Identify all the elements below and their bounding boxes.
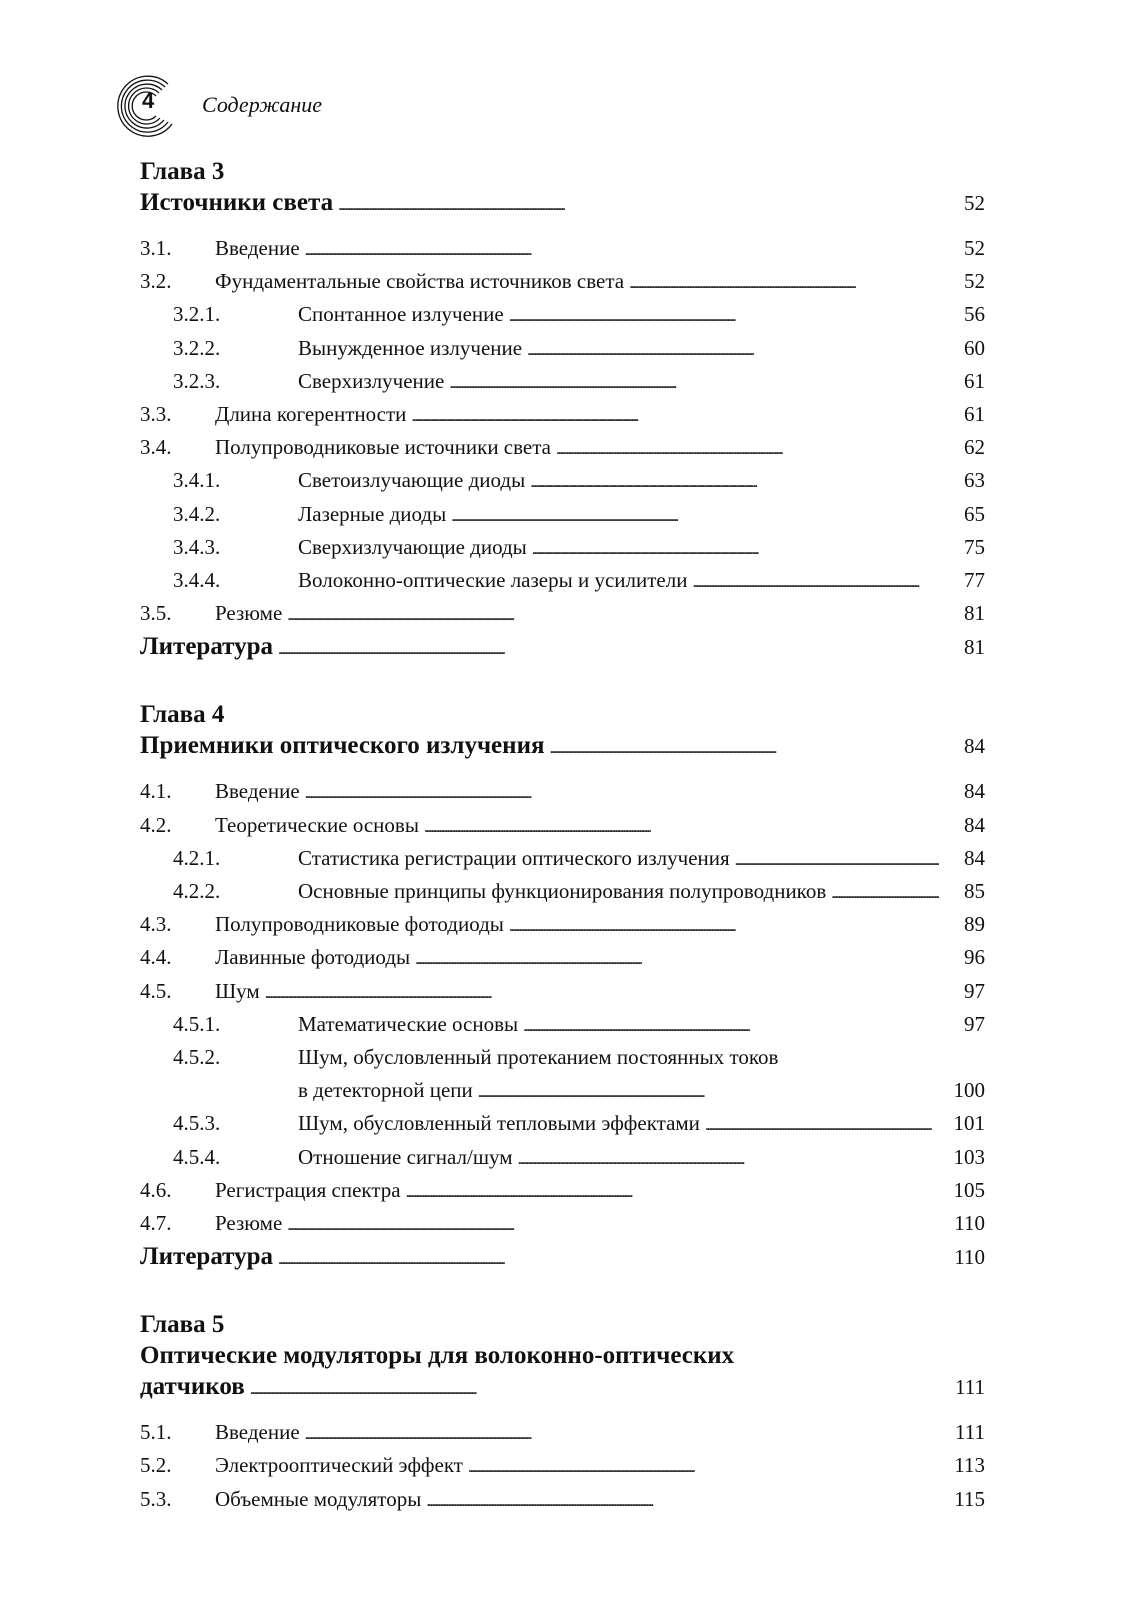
- chapter-label: Глава 4: [140, 701, 225, 729]
- table-of-contents: [140, 156, 985, 1517]
- entry-page: 85: [964, 879, 985, 904]
- entry-number: 3.4.1.: [173, 468, 221, 493]
- entry-title: Длина когерентности: [215, 402, 407, 427]
- dot-leader: [831, 876, 939, 909]
- dot-leader: [629, 266, 939, 299]
- spacer: [140, 764, 985, 776]
- dot-leader: [735, 843, 939, 876]
- entry-title: Лавинные фотодиоды: [215, 945, 411, 970]
- entry-title: Объемные модуляторы: [215, 1486, 422, 1511]
- entry-number: 3.4.2.: [173, 501, 221, 526]
- entry-title: Полупроводниковые источники света: [215, 435, 551, 460]
- dot-leader: [451, 499, 939, 532]
- entry-title: Шум: [215, 978, 260, 1003]
- entry-page: 115: [954, 1486, 985, 1511]
- entry-number: 4.5.4.: [173, 1144, 221, 1169]
- dot-leader: [278, 631, 939, 665]
- dot-leader: [527, 333, 939, 366]
- entry-number: 4.6.: [140, 1177, 172, 1202]
- dot-leader: [478, 1075, 939, 1108]
- dot-leader: [287, 1208, 939, 1241]
- dot-leader: [509, 299, 939, 332]
- entry-page: 89: [964, 912, 985, 937]
- spacer: [140, 221, 985, 233]
- toc-entry: [140, 366, 985, 399]
- chapter-page: 52: [964, 191, 985, 215]
- entry-title: Математические основы: [298, 1011, 519, 1036]
- entry-title: Шум, обусловленный тепловыми эффектами: [298, 1111, 700, 1136]
- entry-title: Введение: [215, 1420, 300, 1445]
- chapter-page: 84: [964, 734, 985, 759]
- toc-entry: [140, 399, 985, 432]
- entry-title: Сверхизлучение: [298, 368, 445, 393]
- toc-entry: [140, 876, 985, 909]
- chapter-gap: [140, 1275, 985, 1309]
- dot-leader: [338, 187, 939, 221]
- dot-leader: [411, 399, 939, 432]
- toc-entry: [140, 333, 985, 366]
- entry-title: Регистрация спектра: [215, 1177, 401, 1202]
- chapter-label: Глава 3: [140, 158, 225, 185]
- entry-title: Шум, обусловленный протеканием постоянных токов: [298, 1045, 779, 1070]
- toc-entry-continuation: [140, 1075, 985, 1108]
- entry-page: 52: [964, 269, 985, 294]
- entry-page: 62: [964, 435, 985, 460]
- running-title: Содержание: [202, 92, 323, 117]
- entry-title: Светоизлучающие диоды: [298, 468, 526, 493]
- dot-leader: [406, 1175, 939, 1208]
- chapter-title: Приемники оптического излучения: [140, 732, 545, 760]
- entry-number: 4.5.2.: [173, 1045, 221, 1070]
- toc-entry: [140, 1417, 985, 1450]
- entry-page: 84: [964, 845, 985, 870]
- toc-entry: [140, 843, 985, 876]
- toc-entry: [140, 909, 985, 942]
- entry-number: 3.3.: [140, 402, 172, 427]
- entry-number: 4.2.: [140, 812, 172, 837]
- dot-leader: [287, 598, 939, 631]
- dot-leader: [424, 810, 939, 843]
- entry-page: 84: [964, 812, 985, 837]
- entry-number: 4.2.1.: [173, 845, 221, 870]
- entry-title: Статистика регистрации оптического излучения: [298, 845, 730, 870]
- entry-page: 61: [964, 402, 985, 427]
- entry-title: Отношение сигнал/шум: [298, 1144, 513, 1169]
- entry-title: Введение: [215, 779, 300, 804]
- dot-leader: [426, 1484, 939, 1517]
- toc-entry: [140, 1208, 985, 1241]
- toc-entry: [140, 432, 985, 465]
- entry-number: 3.2.: [140, 269, 172, 294]
- entry-title: Волоконно-оптические лазеры и усилители: [298, 568, 688, 593]
- page-number: 4: [142, 88, 155, 113]
- entry-number: 3.2.3.: [173, 368, 221, 393]
- entry-title: Резюме: [215, 1211, 283, 1236]
- literature-title: Литература: [140, 633, 274, 661]
- entry-page: 105: [953, 1177, 985, 1202]
- entry-page: 63: [964, 468, 985, 493]
- toc-entry: [140, 1042, 985, 1075]
- toc-entry: [140, 1450, 985, 1483]
- entry-page: 60: [964, 335, 985, 360]
- dot-leader: [530, 465, 939, 498]
- dot-leader: [265, 976, 939, 1009]
- entry-page: 97: [964, 978, 985, 1003]
- dot-leader: [550, 730, 940, 764]
- entry-number: 5.3.: [140, 1486, 172, 1511]
- chapter-title-row: [140, 187, 985, 221]
- entry-page: 56: [964, 302, 985, 327]
- entry-number: 4.3.: [140, 912, 172, 937]
- toc-entry: [140, 810, 985, 843]
- toc-entry: [140, 976, 985, 1009]
- entry-page: 81: [964, 601, 985, 626]
- literature-page: 81: [964, 635, 985, 660]
- entry-page: 65: [964, 501, 985, 526]
- toc-entry: [140, 499, 985, 532]
- toc-entry: [140, 942, 985, 975]
- toc-entry: [140, 776, 985, 809]
- dot-leader: [305, 1417, 939, 1450]
- dot-leader: [705, 1108, 939, 1141]
- chapter-page: 111: [955, 1375, 985, 1400]
- entry-page: 84: [964, 779, 985, 804]
- entry-number: 3.2.2.: [173, 335, 221, 360]
- entry-page: 100: [953, 1078, 985, 1103]
- entry-number: 4.5.1.: [173, 1011, 221, 1036]
- entry-number: 3.4.: [140, 435, 172, 460]
- entry-title: Лазерные диоды: [298, 501, 447, 526]
- entry-page: 110: [954, 1211, 985, 1236]
- entry-number: 4.5.3.: [173, 1111, 221, 1136]
- entry-number: 4.2.2.: [173, 879, 221, 904]
- entry-page: 103: [953, 1144, 985, 1169]
- entry-number: 4.5.: [140, 978, 172, 1003]
- dot-leader: [518, 1142, 939, 1175]
- entry-page: 96: [964, 945, 985, 970]
- entry-page: 113: [954, 1453, 985, 1478]
- chapter-title-row: [140, 730, 985, 764]
- entry-number: 4.4.: [140, 945, 172, 970]
- entry-title: Теоретические основы: [215, 812, 419, 837]
- entry-title: Полупроводниковые фотодиоды: [215, 912, 504, 937]
- entry-page: 75: [964, 534, 985, 559]
- dot-leader: [305, 233, 939, 266]
- entry-page: 111: [955, 1420, 985, 1445]
- toc-entry: [140, 1484, 985, 1517]
- dot-leader: [468, 1450, 939, 1483]
- chapter-gap: [140, 665, 985, 699]
- dot-leader: [509, 909, 939, 942]
- dot-leader: [305, 776, 939, 809]
- literature-title: Литература: [140, 1243, 274, 1271]
- entry-title: Фундаментальные свойства источников света: [215, 269, 625, 294]
- toc-entry: [140, 532, 985, 565]
- dot-leader: [250, 1371, 939, 1405]
- entry-title: Электрооптический эффект: [215, 1453, 463, 1478]
- chapter-label: Глава 5: [140, 1311, 225, 1339]
- toc-entry: [140, 1009, 985, 1042]
- entry-title: Вынужденное излучение: [298, 335, 523, 360]
- dot-leader: [523, 1009, 939, 1042]
- entry-title: Основные принципы функционирования полупроводников: [298, 879, 827, 904]
- literature-row: [140, 1241, 985, 1275]
- entry-number: 4.1.: [140, 779, 172, 804]
- dot-leader: [415, 942, 939, 975]
- entry-title: Сверхизлучающие диоды: [298, 534, 527, 559]
- toc-entry: [140, 266, 985, 299]
- entry-number: 5.1.: [140, 1420, 172, 1445]
- entry-page: 52: [964, 236, 985, 260]
- literature-row: [140, 631, 985, 665]
- entry-title: в детекторной цепи: [298, 1078, 473, 1103]
- entry-number: 3.2.1.: [173, 302, 221, 327]
- chapter-title-row: [140, 1371, 985, 1405]
- dot-leader: [556, 432, 939, 465]
- page-header: [110, 70, 810, 140]
- entry-title: Резюме: [215, 601, 283, 626]
- dot-leader: [278, 1241, 939, 1275]
- toc-entry: [140, 565, 985, 598]
- entry-title: Спонтанное излучение: [298, 302, 504, 327]
- entry-number: 3.4.3.: [173, 534, 221, 559]
- toc-entry: [140, 233, 985, 266]
- dot-leader: [692, 565, 939, 598]
- toc-entry: [140, 1108, 985, 1141]
- entry-page: 97: [964, 1011, 985, 1036]
- entry-number: 3.5.: [140, 601, 172, 626]
- entry-page: 101: [953, 1111, 985, 1136]
- toc-entry: [140, 465, 985, 498]
- toc-entry: [140, 598, 985, 631]
- chapter-title: Источники света: [140, 189, 334, 216]
- literature-page: 110: [954, 1245, 985, 1270]
- chapter-title: Оптические модуляторы для волоконно-оптических: [140, 1342, 735, 1370]
- dot-leader: [532, 532, 939, 565]
- entry-page: 77: [964, 568, 985, 593]
- entry-number: 5.2.: [140, 1453, 172, 1478]
- entry-number: 3.1.: [140, 236, 172, 260]
- chapter-title: датчиков: [140, 1373, 245, 1401]
- entry-title: Введение: [215, 236, 300, 260]
- toc-entry: [140, 1175, 985, 1208]
- spacer: [140, 1405, 985, 1417]
- dot-leader: [449, 366, 939, 399]
- entry-number: 3.4.4.: [173, 568, 221, 593]
- toc-entry: [140, 299, 985, 332]
- entry-page: 61: [964, 368, 985, 393]
- toc-entry: [140, 1142, 985, 1175]
- entry-number: 4.7.: [140, 1211, 172, 1236]
